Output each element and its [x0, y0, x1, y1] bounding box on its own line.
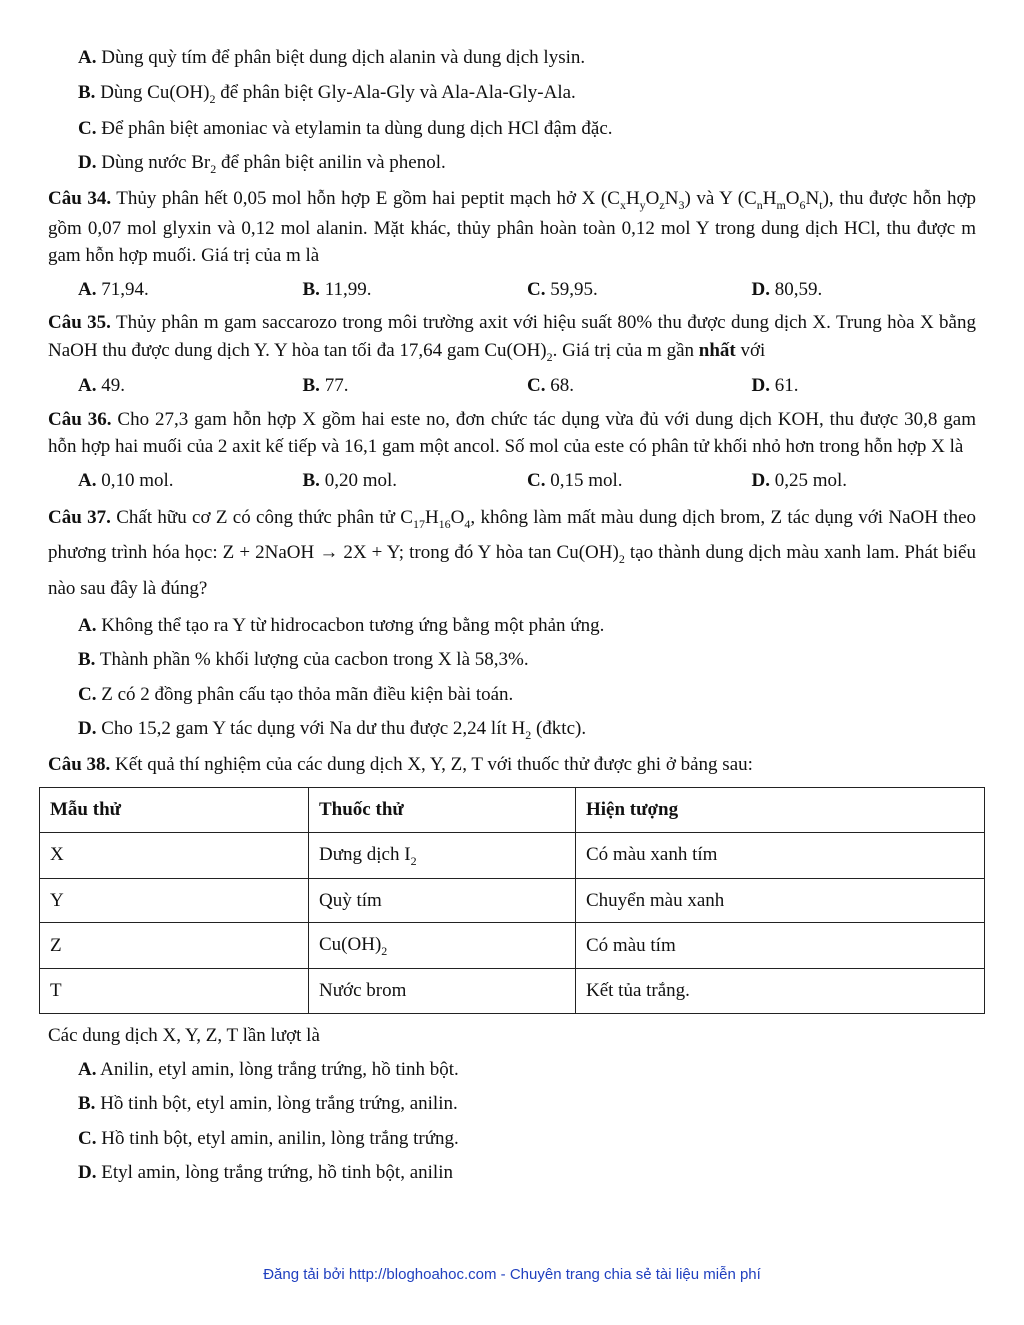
q34-choice-d: D. 80,59. — [751, 278, 823, 300]
table-cell: Có màu tím — [576, 923, 985, 969]
q37-option-a: A. Không thể tạo ra Y từ hidrocacbon tương ứng bằng một phản ứng. — [78, 614, 605, 636]
q35-choice-d: D. 61. — [751, 375, 799, 397]
q35-choice-c: C. 68. — [527, 375, 574, 397]
table-row — [40, 878, 985, 923]
q34-choices — [48, 276, 976, 304]
table-cell: $Cu(OH)_2$ — [309, 923, 576, 969]
table-row — [40, 923, 985, 969]
question-38: Câu 38. Kết quả thí nghiệm của các dung dịch X, Y, Z, T với thuốc thử được ghi ở bảng sau: — [48, 754, 753, 776]
q35-choice-a: A. 49. — [78, 375, 125, 397]
q34-choice-a: A. 71,94. — [78, 278, 149, 300]
document-page — [48, 44, 976, 1194]
q37-option-d: D. Cho 15,2 gam Y tác dụng với Na dư thu được 2,24 lít $H_2$ (đktc). — [78, 718, 587, 743]
table-row — [40, 969, 985, 1014]
table-row — [40, 832, 985, 878]
q34-choice-c: C. 59,95. — [527, 278, 598, 300]
q38-after-table: Các dung dịch X, Y, Z, T lần lượt là — [48, 1025, 320, 1047]
q38-option-a: A. Anilin, etyl amin, lòng trắng trứng, hồ tinh bột. — [78, 1058, 459, 1080]
q37-option-b: B. Thành phần % khối lượng của cacbon trong X là 58,3%. — [78, 649, 529, 671]
q37-option-c: C. Z có 2 đồng phân cấu tạo thỏa mãn điều kiện bài toán. — [78, 683, 514, 705]
q33-option-b: B. Dùng $Cu(OH)_2$ để phân biệt Gly-Ala-Gly và Ala-Ala-Gly-Ala. — [78, 81, 576, 106]
table-cell: Quỳ tím — [309, 878, 576, 923]
results-table — [39, 787, 985, 1014]
table-header: Hiện tượng — [576, 788, 985, 833]
table-cell: Kết tủa trắng. — [576, 969, 985, 1014]
q35-choice-b: B. 77. — [302, 375, 349, 397]
footer-credit: Đăng tải bởi http://bloghoahoc.com - Chuyên trang chia sẻ tài liệu miễn phí — [263, 1266, 761, 1283]
table-header: Thuốc thử — [309, 788, 576, 833]
table-cell: T — [40, 969, 309, 1014]
q33-option-a: A. Dùng quỳ tím để phân biệt dung dịch alanin và dung dịch lysin. — [78, 47, 586, 68]
q38-option-c: C. Hồ tinh bột, etyl amin, anilin, lòng trắng trứng. — [78, 1127, 459, 1149]
question-37: Câu 37. Chất hữu cơ Z có công thức phân tử $C_{17}H_{16}O_4$, không làm mất màu dung dịch brom, Z tác dụng với NaOH theo phương trình hóa học: Z + 2NaOH → 2X + Y; trong đó Y hòa $\tan Cu(OH)_2$ tạo thành dung dịch màu xanh lam. Phát biểu nào sau đây là đúng? — [48, 507, 977, 599]
table-cell: Chuyển màu xanh — [576, 878, 985, 923]
table-cell: Nước brom — [309, 969, 576, 1014]
table-cell: Có màu xanh tím — [576, 832, 985, 878]
q36-choice-d: D. 0,25 mol. — [751, 469, 848, 491]
q33-option-d: D. Dùng nước $Br_2$ để phân biệt anilin và phenol. — [78, 152, 446, 177]
q35-choices — [48, 372, 976, 400]
table-header: Mẫu thử — [40, 788, 309, 833]
q36-choice-b: B. 0,20 mol. — [302, 469, 397, 491]
table-cell: Dưng dịch $I_2$ — [309, 832, 576, 878]
q34-choice-b: B. 11,99. — [302, 278, 372, 300]
q33-option-c: C. Để phân biệt amoniac và etylamin ta dùng dung dịch HCl đậm đặc. — [78, 117, 613, 139]
q38-option-b: B. Hồ tinh bột, etyl amin, lòng trắng trứng, anilin. — [78, 1093, 458, 1115]
q38-option-d: D. Etyl amin, lòng trắng trứng, hồ tinh bột, anilin — [78, 1162, 453, 1184]
question-34: Câu 34. Thủy phân hết 0,05 mol hỗn hợp E gồm hai peptit mạch hở X $(C_xH_yO_zN_3)$ và Y $(C_nH_mO_6N_t)$, thu được hỗn hợp gồm 0,07 mol glyxin và 0,12 mol alanin. Mặt khác, thủy phân hoàn toàn 0,12 mol Y trong dung dịch HCl, thu được m gam hỗn hợp muối. Giá trị của m là — [48, 188, 976, 267]
q36-choice-c: C. 0,15 mol. — [527, 469, 623, 491]
table-cell: Y — [40, 878, 309, 923]
q36-choice-a: A. 0,10 mol. — [78, 469, 174, 491]
q36-choices — [48, 467, 976, 495]
question-35: Câu 35. Thủy phân m gam saccarozo trong môi trường axit với hiệu suất 80% thu được dung dịch X. Trung hòa X bằng NaOH thu được dung dịch Y. Y hòa tan tối đa 17,64 gam $Cu(OH)_2$. Giá trị của m gần nhất với — [48, 312, 976, 364]
table-header-row — [40, 788, 985, 833]
table-cell: X — [40, 832, 309, 878]
question-36: Câu 36. Cho 27,3 gam hỗn hợp X gồm hai este no, đơn chức tác dụng vừa đủ với dung dịch KOH, thu được 30,8 gam hỗn hợp hai muối của 2 axit kế tiếp và 16,1 gam một ancol. Số mol của este có phân tử khối nhỏ hơn trong hỗn hợp X là — [48, 408, 976, 458]
table-cell: Z — [40, 923, 309, 969]
